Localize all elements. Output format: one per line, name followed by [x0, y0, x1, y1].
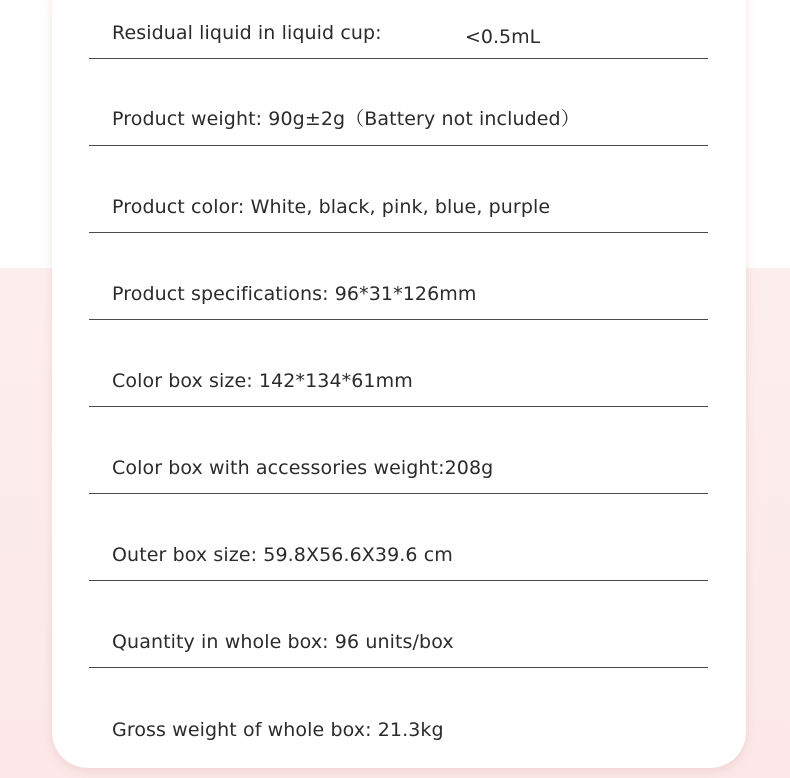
spec-label: Gross weight of whole box: 21.3kg [112, 719, 444, 741]
spec-row-color-box-size [89, 320, 708, 407]
spec-label: Outer box size: 59.8X56.6X39.6 cm [112, 544, 453, 566]
spec-label: Product color: White, black, pink, blue, purple [112, 196, 551, 218]
spec-label: Color box with accessories weight:208g [112, 457, 494, 479]
spec-row-color-box-weight [89, 407, 708, 494]
spec-row-quantity [89, 581, 708, 668]
spec-label: Quantity in whole box: 96 units/box [112, 631, 454, 653]
spec-row-product-specifications [89, 233, 708, 320]
spec-label: Product specifications: 96*31*126mm [112, 283, 477, 305]
spec-value: <0.5mL [465, 26, 541, 48]
spec-row-product-color [89, 146, 708, 233]
spec-label: Color box size: 142*134*61mm [112, 370, 413, 392]
spec-label: Residual liquid in liquid cup: [112, 22, 382, 44]
spec-row-gross-weight [89, 668, 708, 755]
spec-row-product-weight [89, 59, 708, 146]
spec-label: Product weight: 90g±2g（Battery not included） [112, 108, 580, 130]
spec-row-residual-liquid [89, 0, 708, 59]
spec-row-outer-box-size [89, 494, 708, 581]
